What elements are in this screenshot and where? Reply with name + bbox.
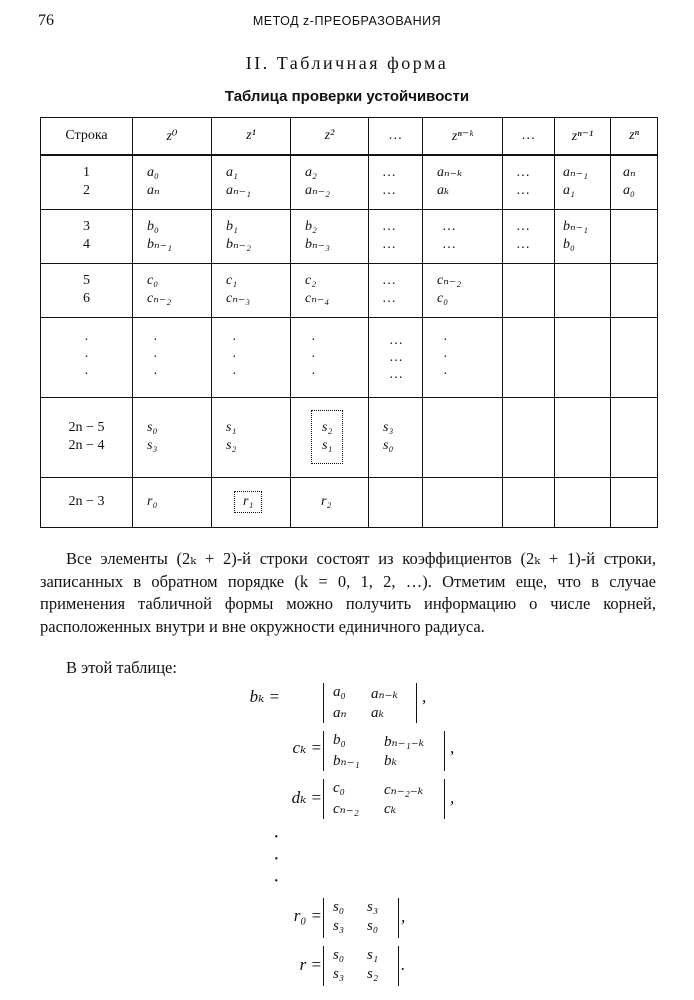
table-cell: c₂ bbox=[305, 273, 317, 288]
equation-lhs: dₖ = bbox=[291, 788, 322, 807]
table-cell: … bbox=[383, 219, 396, 234]
table-cell: c₀ bbox=[147, 273, 159, 288]
table-cell: a₂ bbox=[305, 165, 317, 181]
table-cell: a₁ bbox=[226, 165, 238, 181]
matrix-entry: bₙ₋₁₋ₖ bbox=[384, 734, 425, 750]
matrix-entry: cₙ₋₂₋ₖ bbox=[384, 782, 424, 798]
header-row-label: Строка bbox=[41, 118, 133, 156]
table-cell: s₂ bbox=[226, 438, 237, 453]
table-cell: … bbox=[517, 183, 530, 199]
table-row bbox=[41, 263, 658, 317]
table-cell: c₀ bbox=[437, 291, 449, 306]
header-z1: z¹ bbox=[212, 118, 291, 156]
table-cell: … bbox=[517, 237, 530, 252]
equation-punct: , bbox=[422, 687, 427, 706]
table-cell: … bbox=[517, 219, 530, 234]
matrix-entry: s₁ bbox=[367, 947, 379, 963]
equation-lhs: r = bbox=[299, 955, 322, 974]
determinant bbox=[323, 898, 399, 938]
row-label: 4 bbox=[83, 237, 90, 252]
matrix-entry: s₃ bbox=[333, 966, 345, 982]
table-cell: s₀ bbox=[147, 420, 158, 435]
row-label: 2 bbox=[83, 183, 90, 199]
table-cell: s₁ bbox=[322, 438, 333, 453]
row-label: 5 bbox=[83, 273, 90, 288]
row-label: 2n − 5 bbox=[68, 420, 105, 435]
table-cell: bₙ₋₁ bbox=[147, 237, 172, 252]
equation-punct: , bbox=[450, 738, 455, 757]
table-row-continuation: · · · · · · · · · · · · … … … · · · bbox=[41, 317, 658, 397]
header-zn-k: zⁿ⁻ᵏ bbox=[423, 118, 503, 156]
header-z0: z⁰ bbox=[133, 118, 212, 156]
table-cell: s₀ bbox=[383, 438, 394, 453]
determinant bbox=[323, 683, 417, 723]
determinant bbox=[323, 731, 445, 771]
header-ellipsis: … bbox=[503, 118, 555, 156]
table-header-row bbox=[41, 118, 658, 156]
matrix-entry: aₖ bbox=[371, 705, 384, 721]
matrix-entry: s₀ bbox=[333, 899, 345, 915]
table-cell: … bbox=[383, 291, 396, 306]
stability-table bbox=[40, 117, 658, 528]
matrix-entry: aₙ bbox=[333, 705, 347, 721]
table-cell: s₃ bbox=[147, 438, 158, 453]
equation-punct: , bbox=[401, 907, 406, 926]
matrix-entry: a₀ bbox=[333, 684, 346, 700]
table-cell: cₙ₋₂ bbox=[147, 291, 172, 306]
matrix-entry: bₙ₋₁ bbox=[333, 753, 360, 769]
highlighted-cells bbox=[311, 410, 343, 464]
table-title: Таблица проверки устойчивости bbox=[224, 88, 470, 105]
equation-lhs: cₖ = bbox=[292, 738, 322, 757]
table-cell: aₙ bbox=[147, 183, 160, 199]
header-zn-1: zⁿ⁻¹ bbox=[555, 118, 611, 156]
header-ellipsis: … bbox=[369, 118, 423, 156]
table-cell: cₙ₋₂ bbox=[437, 273, 462, 288]
table-row bbox=[41, 209, 658, 263]
section-title: II. Табличная форма bbox=[245, 53, 449, 73]
table-cell: b₂ bbox=[305, 219, 317, 234]
table-cell: s₁ bbox=[226, 420, 237, 435]
table-cell: bₙ₋₁ bbox=[563, 219, 588, 234]
table-cell: aₖ bbox=[437, 183, 450, 199]
equation-punct: , bbox=[450, 788, 455, 807]
table-cell: … bbox=[383, 183, 396, 199]
table-row bbox=[41, 397, 658, 477]
table-cell: aₙ₋₁ bbox=[563, 165, 588, 181]
matrix-entry: s₀ bbox=[367, 918, 379, 934]
table-row bbox=[41, 477, 658, 527]
matrix-entry: aₙ₋ₖ bbox=[371, 686, 398, 702]
table-row bbox=[41, 155, 658, 209]
table-cell: … bbox=[383, 165, 396, 181]
matrix-entry: b₀ bbox=[333, 732, 346, 748]
table-cell: … bbox=[443, 237, 456, 252]
table-cell: aₙ₋ₖ bbox=[437, 165, 463, 181]
row-label: 1 bbox=[83, 165, 90, 181]
table-cell: a₁ bbox=[563, 183, 575, 199]
table-cell: … bbox=[383, 273, 396, 288]
running-head: МЕТОД z-ПРЕОБРАЗОВАНИЯ bbox=[252, 14, 442, 28]
matrix-entry: s₃ bbox=[333, 918, 345, 934]
table-cell: r₂ bbox=[321, 494, 332, 509]
table-cell: bₙ₋₃ bbox=[305, 237, 330, 252]
header-z2: z² bbox=[291, 118, 369, 156]
equation-lhs: bₖ = bbox=[249, 687, 280, 706]
table-cell: a₀ bbox=[623, 183, 635, 199]
vertical-ellipsis: · · · bbox=[273, 826, 280, 892]
table-cell: c₁ bbox=[226, 273, 238, 288]
matrix-entry: bₖ bbox=[384, 753, 397, 769]
table-cell: aₙ₋₂ bbox=[305, 183, 330, 199]
determinant bbox=[323, 779, 445, 819]
table-cell: cₙ₋₄ bbox=[305, 291, 330, 306]
table-cell: … bbox=[443, 219, 456, 234]
header-zn: zⁿ bbox=[611, 118, 658, 156]
table-cell: … bbox=[383, 237, 396, 252]
table-cell: … bbox=[517, 165, 530, 181]
body-paragraph-lead: В этой таблице: bbox=[66, 658, 177, 677]
matrix-entry: c₀ bbox=[333, 780, 345, 796]
table-cell: b₀ bbox=[563, 237, 575, 252]
equation-lhs: r₀ = bbox=[293, 906, 322, 925]
table-cell: b₁ bbox=[226, 219, 238, 234]
table-cell: a₀ bbox=[147, 165, 159, 181]
row-label: 3 bbox=[83, 219, 90, 234]
determinant bbox=[323, 946, 399, 986]
table-cell: r₀ bbox=[147, 494, 158, 509]
row-label: 6 bbox=[83, 291, 90, 306]
body-paragraph: Все элементы (2ₖ + 2)-й строки состоят из коэффициентов (2ₖ + 1)-й строки, записанных в обратном порядке (k = 0, 1, 2, …). Отметим еще, что в случае применения табличной формы можно получить информацию о числе корней, расположенных внутри и вне окружности единичного радиуса. bbox=[40, 549, 656, 636]
table-cell: bₙ₋₂ bbox=[226, 237, 251, 252]
page-number: 76 bbox=[38, 12, 54, 29]
row-label: 2n − 4 bbox=[68, 438, 105, 453]
matrix-entry: s₃ bbox=[367, 899, 379, 915]
table-cell: r₁ bbox=[243, 494, 254, 509]
matrix-entry: cₙ₋₂ bbox=[333, 801, 359, 817]
matrix-entry: cₖ bbox=[384, 801, 397, 817]
equation-punct: . bbox=[401, 955, 406, 974]
table-cell: s₂ bbox=[322, 420, 333, 435]
table-cell: s₃ bbox=[383, 420, 394, 435]
table-cell: b₀ bbox=[147, 219, 159, 234]
row-label: 2n − 3 bbox=[68, 494, 105, 509]
matrix-entry: s₀ bbox=[333, 947, 345, 963]
table-cell: cₙ₋₃ bbox=[226, 291, 251, 306]
table-cell: aₙ bbox=[623, 165, 636, 181]
matrix-entry: s₂ bbox=[367, 966, 379, 982]
table-cell: aₙ₋₁ bbox=[226, 183, 251, 199]
highlighted-cell bbox=[234, 491, 262, 513]
